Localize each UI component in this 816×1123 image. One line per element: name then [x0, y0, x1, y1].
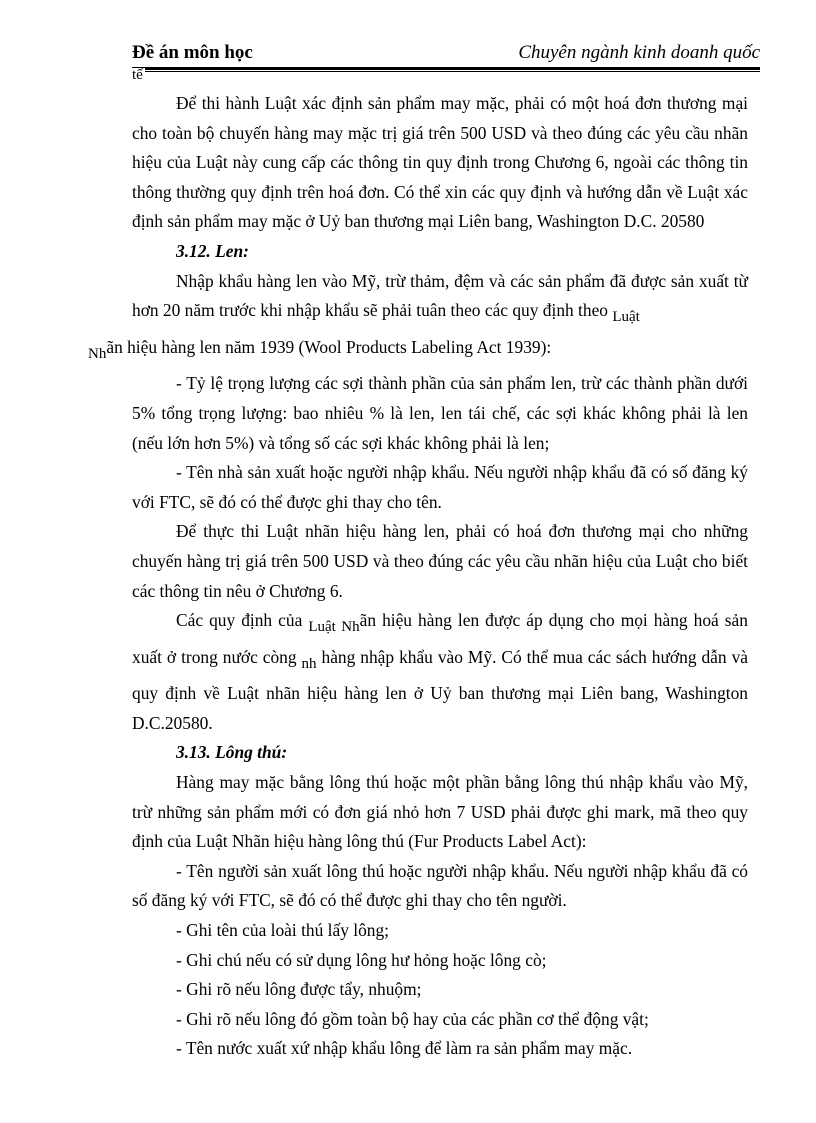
paragraph: Các quy định của Luật Nhãn hiệu hàng len được áp dụng cho mọi hàng hoá sản xuất ở trong nước còng nh hàng nhập khẩu vào Mỹ. Có thể mua các sách hướng dẫn và quy định về Luật nhãn hiệu hàng len ở Uỷ ban thương mại Liên bang, Washington D.C.20580.	[132, 610, 748, 733]
bullet-item: - Ghi chú nếu có sử dụng lông hư hỏng hoặc lông cò;	[176, 949, 547, 970]
section-heading-len: 3.12. Len:	[176, 240, 249, 261]
paragraph: Hàng may mặc bằng lông thú hoặc một phần bằng lông thú nhập khẩu vào Mỹ, trừ những sản phẩm mới có đơn giá nhỏ hơn 7 USD phải được ghi mark, mã theo quy định của Luật Nhãn hiệu hàng lông thú (Fur Products Label Act):	[132, 772, 748, 852]
bullet-item: - Ghi tên của loài thú lấy lông;	[176, 920, 389, 941]
course-title: Đề án môn học	[132, 42, 253, 63]
bullet-item: - Ghi rõ nếu lông đó gồm toàn bộ hay của các phần cơ thể động vật;	[176, 1008, 649, 1029]
bullet-item: - Tên nước xuất xứ nhập khẩu lông để làm ra sản phẩm may mặc.	[176, 1038, 633, 1059]
page-header	[132, 42, 760, 64]
bullet-item: - Tên người sản xuất lông thú hoặc người nhập khẩu. Nếu người nhập khẩu đã có số đăng ký với FTC, sẽ đó có thể được ghi thay cho tên người.	[132, 860, 748, 911]
paragraph: Nhập khẩu hàng len vào Mỹ, trừ thảm, đệm và các sản phẩm đã được sản xuất từ hơn 20 năm trước khi nhập khẩu sẽ phải tuân theo các quy định theo Luật Nhãn hiệu hàng len năm 1939 (Wool Products Labeling Act 1939):	[88, 270, 748, 362]
bullet-item: - Tên nhà sản xuất hoặc người nhập khẩu. Nếu người nhập khẩu đã có số đăng ký với FTC, sẽ đó có thể được ghi thay cho tên.	[132, 462, 748, 512]
major-title: Chuyên ngành kinh doanh quốc	[518, 42, 760, 63]
header-rule	[132, 67, 760, 70]
header-wrapped-text: tế	[132, 67, 143, 83]
paragraph: Để thực thi Luật nhãn hiệu hàng len, phải có hoá đơn thương mại cho những chuyến hàng trị giá trên 500 USD và theo đúng các yêu cầu nhãn hiệu của Luật cho biết các thông tin nêu ở Chương 6.	[132, 521, 748, 601]
paragraph: Để thi hành Luật xác định sản phẩm may mặc, phải có một hoá đơn thương mại cho toàn bộ chuyến hàng may mặc trị giá trên 500 USD và theo đúng các yêu cầu nhãn hiệu của Luật này cung cấp các thông tin quy định trong Chương 6, ngoài các thông tin thông thường quy định trên hoá đơn. Có thể xin các quy định và hướng dẫn về Luật xác định sản phẩm may mặc ở Uỷ ban thương mại Liên bang, Washington D.C. 20580	[132, 93, 748, 232]
bullet-item: - Tỷ lệ trọng lượng các sợi thành phần của sản phẩm len, trừ các thành phần dưới 5% tổng trọng lượng: bao nhiêu % là len, len tái chế, các sợi khác không phải là len (nếu lớn hơn 5%) và tổng số các sợi khác không phải là len;	[132, 373, 748, 453]
bullet-item: - Ghi rõ nếu lông được tẩy, nhuộm;	[176, 979, 422, 1000]
header-rule-thin	[132, 71, 760, 72]
document-body	[88, 89, 748, 1064]
section-heading-long-thu: 3.13. Lông thú:	[176, 742, 288, 763]
